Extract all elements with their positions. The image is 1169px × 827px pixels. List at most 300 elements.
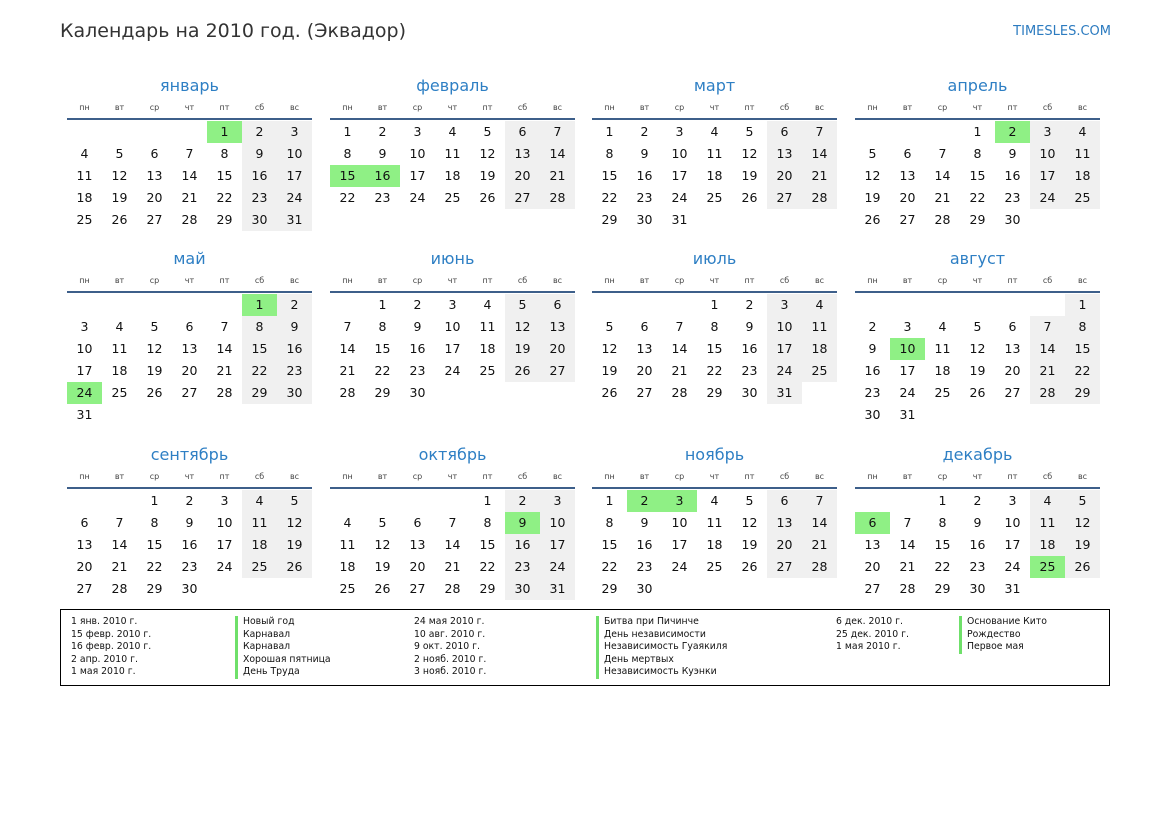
day-cell: 17	[540, 534, 575, 556]
day-cell: 8	[483, 515, 492, 530]
month-calendar	[855, 248, 1100, 426]
day-cell: 11	[1030, 512, 1065, 534]
day-cell: 20	[540, 338, 575, 360]
weekday-label: вс	[552, 102, 563, 112]
legend-holiday-name: День Труда	[235, 666, 331, 679]
day-cell: 15	[242, 338, 277, 360]
empty-cell	[1030, 294, 1065, 316]
month-name: март	[693, 76, 736, 95]
day-cell: 27	[899, 212, 916, 227]
day-cell: 17	[216, 537, 233, 552]
day-cell: 8	[973, 146, 982, 161]
day-cell: 31	[899, 407, 916, 422]
day-cell: 14	[339, 341, 356, 356]
day-cell: 18	[339, 559, 356, 574]
day-cell: 12	[374, 537, 391, 552]
day-cell: 16	[242, 165, 277, 187]
day-cell: 24	[216, 559, 233, 574]
month-name: февраль	[416, 76, 489, 95]
day-cell: 2	[185, 493, 194, 508]
day-cell: 1	[938, 493, 947, 508]
day-cell: 12	[741, 515, 758, 530]
day-cell: 28	[934, 212, 951, 227]
day-cell: 25	[706, 559, 723, 574]
day-cell: 13	[636, 341, 653, 356]
day-cell: 17	[277, 165, 312, 187]
day-cell: 3	[540, 490, 575, 512]
day-cell: 29	[934, 581, 951, 596]
legend-holiday-name: Хорошая пятница	[235, 654, 331, 667]
weekday-label: пн	[604, 102, 615, 112]
weekday-label: пн	[79, 102, 90, 112]
day-cell: 7	[1030, 316, 1065, 338]
day-cell: 18	[1030, 534, 1065, 556]
header-rule	[855, 487, 1100, 489]
day-cell: 15	[146, 537, 163, 552]
day-cell: 2	[277, 294, 312, 316]
day-cell: 28	[111, 581, 128, 596]
day-cell: 5	[378, 515, 387, 530]
empty-cell	[925, 294, 960, 316]
day-cell: 24	[1030, 187, 1065, 209]
day-cell: 11	[76, 168, 93, 183]
day-cell: 3	[220, 493, 229, 508]
day-cell: 23	[864, 385, 881, 400]
day-cell: 3	[903, 319, 912, 334]
day-cell: 5	[605, 319, 614, 334]
day-cell: 5	[1065, 490, 1100, 512]
day-cell: 14	[444, 537, 461, 552]
day-cell: 4	[710, 493, 719, 508]
day-cell: 5	[505, 294, 540, 316]
day-cell: 1	[605, 124, 614, 139]
day-cell: 10	[671, 146, 688, 161]
day-cell: 7	[903, 515, 912, 530]
day-cell: 28	[339, 385, 356, 400]
site-link[interactable]: TIMESLES.COM	[1013, 24, 1111, 39]
day-cell: 1	[150, 493, 159, 508]
day-cell: 17	[671, 537, 688, 552]
day-cell: 28	[181, 212, 198, 227]
day-cell: 28	[671, 385, 688, 400]
weekday-label: чт	[447, 102, 458, 112]
day-cell: 20	[181, 363, 198, 378]
weekday-label: вс	[1077, 102, 1088, 112]
weekday-label: ср	[674, 471, 685, 481]
month-name: январь	[160, 76, 219, 95]
day-cell: 1	[343, 124, 352, 139]
day-cell: 25	[934, 385, 951, 400]
month-calendar	[592, 444, 837, 600]
day-cell: 3	[80, 319, 89, 334]
day-cell: 11	[706, 515, 723, 530]
legend-holiday-name: Первое мая	[959, 641, 1047, 654]
day-cell: 21	[899, 559, 916, 574]
legend-date: 25 дек. 2010 г.	[836, 628, 909, 640]
weekday-label: ср	[412, 102, 423, 112]
day-cell: 19	[277, 534, 312, 556]
day-cell: 19	[864, 190, 881, 205]
weekday-label: пт	[744, 471, 755, 481]
day-cell: 11	[706, 146, 723, 161]
day-grid	[67, 121, 312, 231]
weekday-label: пн	[79, 471, 90, 481]
day-cell: 7	[220, 319, 229, 334]
weekday-label: сб	[1042, 275, 1053, 285]
empty-cell	[67, 121, 102, 143]
day-cell: 6	[903, 146, 912, 161]
day-cell: 19	[1065, 534, 1100, 556]
day-cell: 5	[277, 490, 312, 512]
day-cell: 3	[448, 297, 457, 312]
day-cell: 26	[969, 385, 986, 400]
day-cell: 18	[242, 534, 277, 556]
weekday-label: вс	[289, 102, 300, 112]
day-cell: 11	[1065, 143, 1100, 165]
empty-cell	[172, 121, 207, 143]
day-cell: 27	[76, 581, 93, 596]
holiday-day-cell: 15	[330, 165, 365, 187]
day-cell: 16	[277, 338, 312, 360]
day-cell: 9	[640, 146, 649, 161]
weekday-label: ср	[149, 102, 160, 112]
day-cell: 20	[505, 165, 540, 187]
day-cell: 18	[444, 168, 461, 183]
weekday-label: пт	[482, 275, 493, 285]
day-cell: 7	[343, 319, 352, 334]
day-cell: 25	[706, 190, 723, 205]
day-cell: 13	[899, 168, 916, 183]
empty-cell	[435, 490, 470, 512]
empty-cell	[207, 294, 242, 316]
day-cell: 2	[640, 124, 649, 139]
legend-holiday-name: Рождество	[959, 629, 1047, 642]
weekday-label: вс	[552, 275, 563, 285]
empty-cell	[995, 294, 1030, 316]
weekday-header	[330, 466, 575, 486]
day-cell: 4	[115, 319, 124, 334]
day-cell: 14	[899, 537, 916, 552]
day-cell: 11	[111, 341, 128, 356]
weekday-label: чт	[184, 471, 195, 481]
day-cell: 7	[675, 319, 684, 334]
day-cell: 9	[973, 515, 982, 530]
day-cell: 5	[745, 124, 754, 139]
day-cell: 10	[76, 341, 93, 356]
holiday-day-cell: 24	[67, 382, 102, 404]
day-cell: 15	[216, 168, 233, 183]
day-cell: 27	[864, 581, 881, 596]
day-cell: 12	[146, 341, 163, 356]
day-cell: 13	[146, 168, 163, 183]
day-cell: 25	[444, 190, 461, 205]
day-cell: 11	[339, 537, 356, 552]
weekday-label: пн	[342, 102, 353, 112]
day-cell: 16	[505, 534, 540, 556]
weekday-label: ср	[937, 102, 948, 112]
month-name: ноябрь	[684, 445, 745, 464]
day-cell: 22	[242, 360, 277, 382]
day-cell: 10	[409, 146, 426, 161]
day-grid	[67, 294, 312, 426]
day-cell: 20	[864, 559, 881, 574]
day-cell: 1	[605, 493, 614, 508]
day-cell: 29	[706, 385, 723, 400]
day-grid	[330, 490, 575, 600]
month-calendar	[330, 248, 575, 404]
day-cell: 26	[1065, 556, 1100, 578]
empty-cell	[855, 121, 890, 143]
empty-cell	[855, 490, 890, 512]
day-grid	[592, 121, 837, 231]
weekday-label: пн	[342, 275, 353, 285]
weekday-label: пн	[342, 471, 353, 481]
day-cell: 18	[1065, 165, 1100, 187]
day-cell: 10	[540, 512, 575, 534]
day-cell: 26	[111, 212, 128, 227]
day-cell: 7	[115, 515, 124, 530]
day-cell: 26	[741, 559, 758, 574]
holiday-day-cell: 3	[662, 490, 697, 512]
day-cell: 5	[115, 146, 124, 161]
empty-cell	[960, 294, 995, 316]
day-cell: 3	[1030, 121, 1065, 143]
day-cell: 8	[242, 316, 277, 338]
day-cell: 23	[409, 363, 426, 378]
month-name: сентябрь	[150, 445, 229, 464]
weekday-label: вс	[289, 471, 300, 481]
header-rule	[330, 291, 575, 293]
day-cell: 11	[802, 316, 837, 338]
day-cell: 15	[706, 341, 723, 356]
day-cell: 6	[80, 515, 89, 530]
month-name: октябрь	[418, 445, 487, 464]
holiday-day-cell: 25	[1030, 556, 1065, 578]
day-cell: 13	[409, 537, 426, 552]
day-cell: 22	[216, 190, 233, 205]
weekday-label: сб	[254, 102, 265, 112]
day-cell: 9	[1008, 146, 1017, 161]
empty-cell	[400, 490, 435, 512]
empty-cell	[330, 490, 365, 512]
day-cell: 31	[767, 382, 802, 404]
day-cell: 1	[973, 124, 982, 139]
weekday-label: чт	[709, 102, 720, 112]
weekday-label: вт	[902, 102, 913, 112]
day-cell: 29	[601, 581, 618, 596]
legend-date: 9 окт. 2010 г.	[414, 641, 480, 653]
month-calendar	[855, 444, 1100, 600]
day-cell: 12	[277, 512, 312, 534]
holiday-day-cell: 16	[365, 165, 400, 187]
day-cell: 8	[710, 319, 719, 334]
day-cell: 8	[605, 515, 614, 530]
day-cell: 17	[899, 363, 916, 378]
day-cell: 20	[636, 363, 653, 378]
day-cell: 7	[540, 121, 575, 143]
legend-date: 15 февр. 2010 г.	[71, 628, 152, 640]
day-cell: 7	[938, 146, 947, 161]
day-cell: 12	[111, 168, 128, 183]
day-cell: 12	[601, 341, 618, 356]
day-cell: 25	[242, 556, 277, 578]
weekday-header	[67, 270, 312, 290]
legend-date: 6 дек. 2010 г.	[836, 616, 903, 627]
day-cell: 19	[969, 363, 986, 378]
empty-cell	[592, 294, 627, 316]
day-cell: 30	[277, 382, 312, 404]
day-cell: 22	[934, 559, 951, 574]
weekday-label: пт	[219, 471, 230, 481]
day-cell: 18	[76, 190, 93, 205]
day-cell: 16	[181, 537, 198, 552]
day-cell: 1	[483, 493, 492, 508]
day-cell: 14	[802, 512, 837, 534]
day-cell: 27	[146, 212, 163, 227]
holiday-day-cell: 2	[995, 121, 1030, 143]
day-cell: 24	[671, 190, 688, 205]
header-rule	[330, 487, 575, 489]
day-cell: 24	[277, 187, 312, 209]
day-cell: 25	[111, 385, 128, 400]
weekday-header	[855, 466, 1100, 486]
weekday-label: вт	[377, 102, 388, 112]
day-cell: 12	[969, 341, 986, 356]
day-cell: 5	[973, 319, 982, 334]
holiday-legend	[60, 609, 1110, 686]
day-cell: 27	[767, 187, 802, 209]
day-cell: 21	[216, 363, 233, 378]
weekday-label: пт	[219, 275, 230, 285]
page-title: Календарь на 2010 год. (Эквадор)	[60, 20, 407, 42]
day-cell: 13	[505, 143, 540, 165]
day-cell: 27	[505, 187, 540, 209]
weekday-label: пн	[604, 275, 615, 285]
day-cell: 27	[636, 385, 653, 400]
month-name: июль	[692, 249, 737, 268]
day-grid	[330, 294, 575, 404]
day-cell: 13	[76, 537, 93, 552]
day-cell: 28	[444, 581, 461, 596]
day-cell: 10	[444, 319, 461, 334]
weekday-label: сб	[254, 471, 265, 481]
day-cell: 6	[767, 490, 802, 512]
day-cell: 23	[969, 559, 986, 574]
weekday-label: вт	[377, 471, 388, 481]
month-calendar	[67, 75, 312, 231]
day-grid	[855, 294, 1100, 426]
day-cell: 29	[146, 581, 163, 596]
day-cell: 4	[1030, 490, 1065, 512]
day-cell: 14	[181, 168, 198, 183]
day-cell: 21	[934, 190, 951, 205]
day-cell: 2	[413, 297, 422, 312]
day-cell: 17	[76, 363, 93, 378]
weekday-label: ср	[937, 471, 948, 481]
day-cell: 4	[242, 490, 277, 512]
day-cell: 16	[409, 341, 426, 356]
day-cell: 18	[706, 168, 723, 183]
day-cell: 24	[444, 363, 461, 378]
empty-cell	[102, 121, 137, 143]
day-cell: 8	[150, 515, 159, 530]
legend-holiday-name: Карнавал	[235, 629, 331, 642]
day-cell: 12	[1065, 512, 1100, 534]
day-cell: 4	[483, 297, 492, 312]
day-cell: 1	[1065, 294, 1100, 316]
weekday-label: ср	[412, 471, 423, 481]
day-cell: 23	[1004, 190, 1021, 205]
day-grid	[592, 490, 837, 600]
day-cell: 28	[1030, 382, 1065, 404]
day-cell: 21	[111, 559, 128, 574]
day-cell: 9	[378, 146, 387, 161]
day-cell: 5	[483, 124, 492, 139]
weekday-label: сб	[779, 471, 790, 481]
day-cell: 22	[479, 559, 496, 574]
header-rule	[855, 291, 1100, 293]
day-cell: 11	[479, 319, 496, 334]
day-cell: 9	[640, 515, 649, 530]
day-cell: 4	[448, 124, 457, 139]
day-cell: 21	[339, 363, 356, 378]
weekday-label: вт	[377, 275, 388, 285]
weekday-label: чт	[709, 275, 720, 285]
day-cell: 27	[540, 360, 575, 382]
day-cell: 22	[969, 190, 986, 205]
weekday-label: пт	[1007, 102, 1018, 112]
day-cell: 10	[1004, 515, 1021, 530]
weekday-label: ср	[674, 275, 685, 285]
day-cell: 16	[741, 341, 758, 356]
day-cell: 31	[277, 209, 312, 231]
day-cell: 8	[220, 146, 229, 161]
day-cell: 20	[1004, 363, 1021, 378]
day-cell: 17	[409, 168, 426, 183]
legend-date: 24 мая 2010 г.	[414, 616, 485, 627]
empty-cell	[855, 294, 890, 316]
day-cell: 11	[934, 341, 951, 356]
legend-holiday-name: Карнавал	[235, 641, 331, 654]
day-cell: 26	[146, 385, 163, 400]
day-cell: 16	[636, 537, 653, 552]
day-cell: 31	[540, 578, 575, 600]
weekday-label: чт	[972, 275, 983, 285]
day-cell: 16	[1004, 168, 1021, 183]
day-cell: 30	[636, 212, 653, 227]
weekday-label: пт	[744, 102, 755, 112]
day-cell: 7	[802, 121, 837, 143]
weekday-label: пн	[79, 275, 90, 285]
day-grid	[855, 490, 1100, 600]
day-cell: 19	[601, 363, 618, 378]
day-cell: 12	[864, 168, 881, 183]
day-cell: 10	[767, 316, 802, 338]
legend-date: 1 янв. 2010 г.	[71, 616, 138, 627]
day-cell: 18	[934, 363, 951, 378]
day-cell: 23	[636, 559, 653, 574]
weekday-label: вс	[814, 275, 825, 285]
day-cell: 8	[378, 319, 387, 334]
day-cell: 23	[277, 360, 312, 382]
day-cell: 31	[1004, 581, 1021, 596]
legend-name-column	[235, 616, 331, 679]
day-cell: 12	[479, 146, 496, 161]
empty-cell	[102, 490, 137, 512]
day-cell: 17	[767, 338, 802, 360]
day-cell: 30	[181, 581, 198, 596]
weekday-label: пт	[1007, 471, 1018, 481]
